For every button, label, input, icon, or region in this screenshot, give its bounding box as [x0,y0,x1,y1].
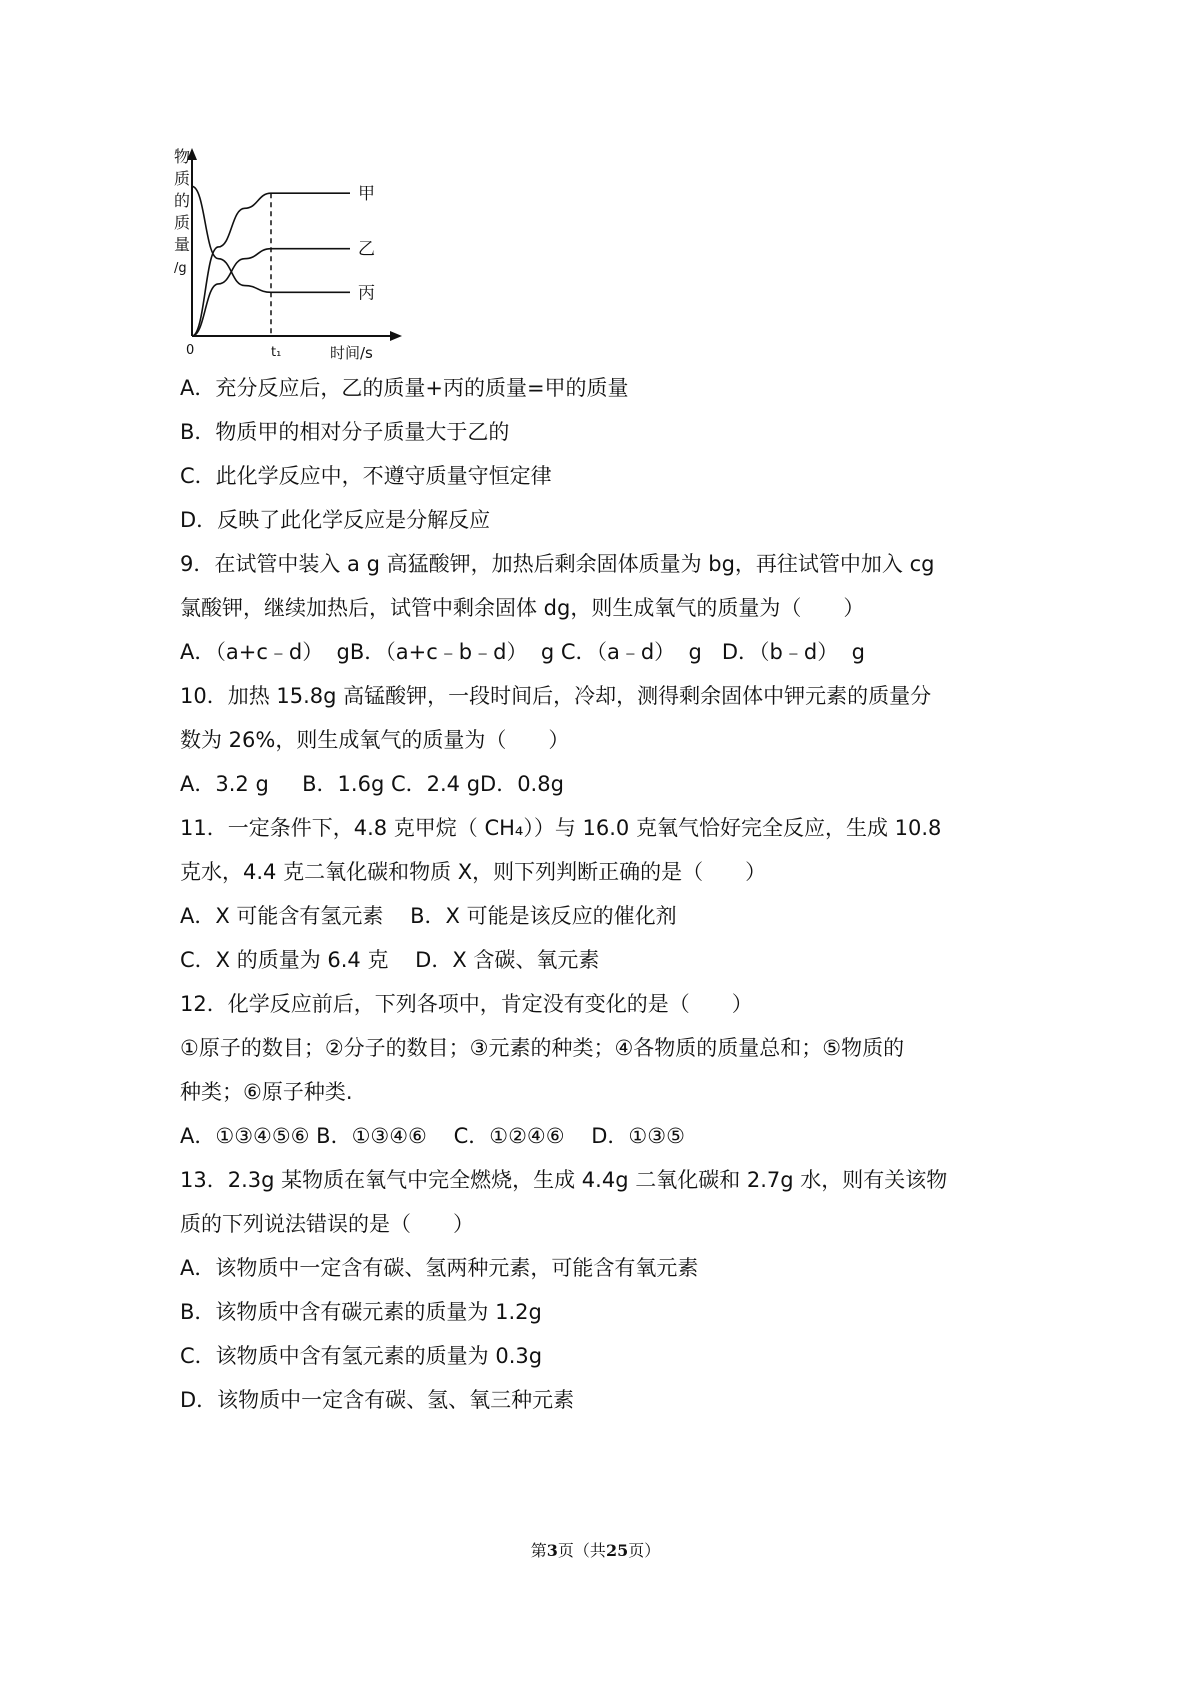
mass-time-chart [170,148,440,388]
question-13-line: 13．2.3g 某物质在氧气中完全燃烧，生成 4.4g 二氧化碳和 2.7g 水，则有关该物 [180,1168,948,1192]
question-11-line: 11．一定条件下，4.8 克甲烷（ CH₄））与 16.0 克氧气恰好完全反应，生成 10.8 [180,816,942,840]
series-label-yi: 乙 [358,239,375,260]
series-label-bing: 丙 [358,283,375,304]
y-axis-label-char: 质 [174,169,191,188]
x-axis-label: 时间/s [330,344,373,362]
question-9-line: 9．在试管中装入 a g 高猛酸钾，加热后剩余固体质量为 bg，再往试管中加入 cg [180,552,935,576]
question-10-options: A．3.2 g B．1.6g C．2.4 gD．0.8g [180,772,564,796]
question-11-options: A．X 可能含有氢元素 B．X 可能是该反应的催化剂 [180,904,677,928]
y-axis-label-char: 质 [174,213,191,232]
y-axis-label-unit: /g [174,261,187,276]
footer-prefix: 第 [530,1541,547,1560]
question-9-options: A．（a+c﹣d） gB．（a+c﹣b﹣d） g C．（a﹣d） g D．（b﹣d） g [180,640,865,664]
page-footer [0,1538,1191,1561]
question-13-line: 质的下列说法错误的是（ ） [180,1212,474,1236]
question-13-option: B．该物质中含有碳元素的质量为 1.2g [180,1300,542,1324]
chart-svg [170,148,440,388]
question-13-option: D．该物质中一定含有碳、氢、氧三种元素 [180,1388,575,1412]
question-10-line: 10．加热 15.8g 高锰酸钾，一段时间后，冷却，测得剩余固体中钾元素的质量分 [180,684,932,708]
footer-suffix: 页） [628,1541,661,1560]
y-axis-label-char: 物 [174,147,191,166]
option-line: D．反映了此化学反应是分解反应 [180,508,491,532]
question-12-line: 种类；⑥原子种类. [180,1080,353,1104]
footer-middle: 页（共 [557,1541,606,1560]
question-12-line: ①原子的数目；②分子的数目；③元素的种类；④各物质的质量总和；⑤物质的 [180,1036,905,1060]
question-11-options: C．X 的质量为 6.4 克 D．X 含碳、氧元素 [180,948,600,972]
y-axis-label-char: 量 [174,235,191,254]
question-13-option: C．该物质中含有氢元素的质量为 0.3g [180,1344,543,1368]
x-axis-arrow-icon [390,331,402,341]
y-axis-label-char: 的 [174,191,191,210]
option-line: A．充分反应后，乙的质量+丙的质量=甲的质量 [180,376,629,400]
footer-page-number: 3 [546,1541,558,1560]
series-label-jia: 甲 [358,184,375,205]
question-10-line: 数为 26%，则生成氧气的质量为（ ） [180,728,570,752]
option-line: C．此化学反应中，不遵守质量守恒定律 [180,464,552,488]
footer-total-pages: 25 [605,1541,629,1560]
question-11-line: 克水，4.4 克二氧化碳和物质 X，则下列判断正确的是（ ） [180,860,767,884]
question-9-line: 氯酸钾，继续加热后，试管中剩余固体 dg，则生成氧气的质量为（ ） [180,596,865,620]
x-tick-label-t1: t₁ [271,345,282,360]
question-12-line: 12．化学反应前后，下列各项中，肯定没有变化的是（ ） [180,992,753,1016]
question-12-options: A．①③④⑤⑥ B．①③④⑥ C．①②④⑥ D．①③⑤ [180,1124,685,1148]
question-13-option: A．该物质中一定含有碳、氢两种元素，可能含有氧元素 [180,1256,699,1280]
option-line: B．物质甲的相对分子质量大于乙的 [180,420,510,444]
origin-label: 0 [186,343,195,358]
